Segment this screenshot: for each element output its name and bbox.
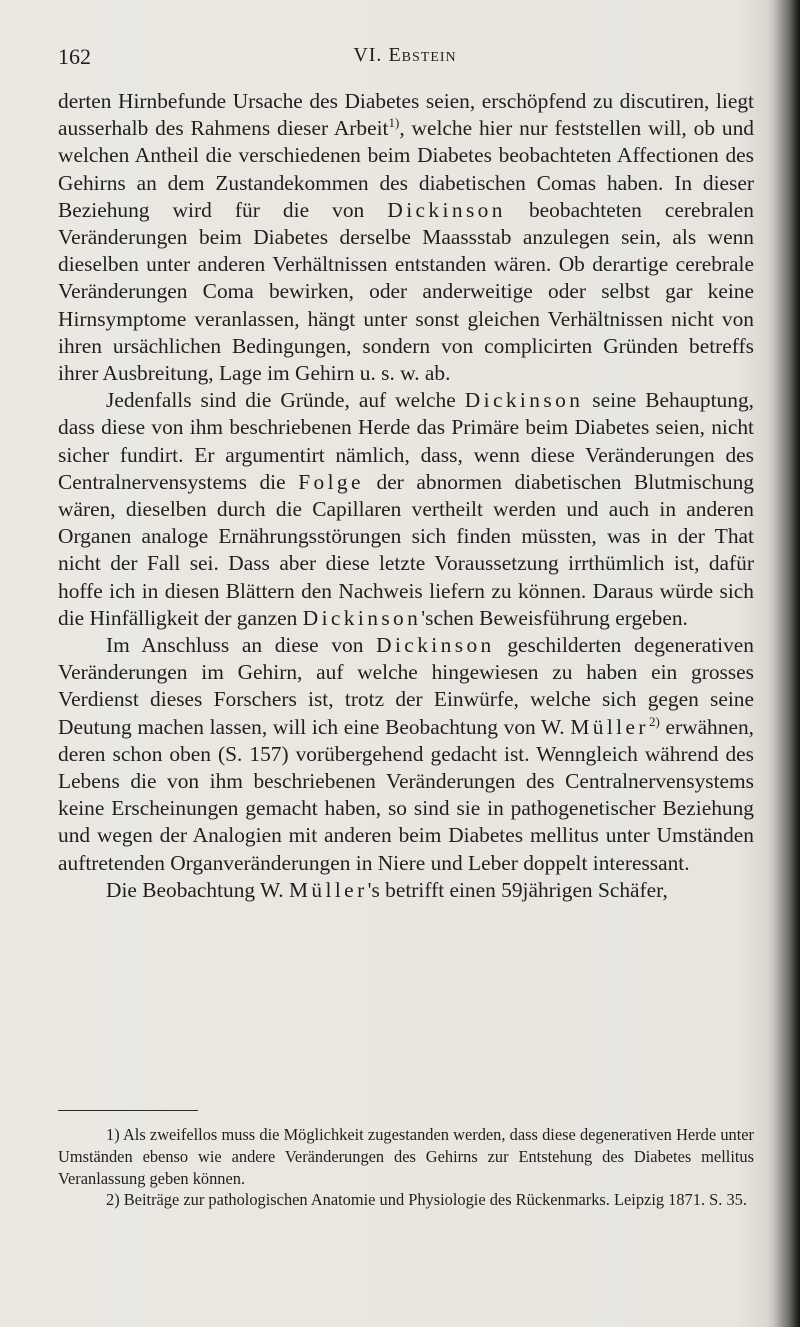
paragraph-4: Die Beobachtung W. Müller's betrifft einen 59jährigen Schäfer, — [106, 877, 668, 902]
spaced-name: Dickinson — [387, 197, 506, 222]
running-head — [58, 44, 752, 67]
page-header — [58, 44, 752, 74]
spaced-name: Dickinson — [464, 388, 584, 413]
body-text — [58, 88, 754, 904]
footnote-ref-2[interactable]: 2) — [648, 713, 660, 729]
spaced-name: Dickinson — [376, 633, 495, 658]
paragraph-1: derten Hirnbefunde Ursache des Diabetes seien, erschöpfend zu discutiren, liegt ausserhalb des Rahmens dieser Arbeit$^{1)}$, welche hier nur feststellen will, ob und welchen Antheil die verschiedenen beim Diabetes beobachteten Affectionen des Gehirns an dem Zustandekommen des diabetischen Comas haben. In dieser Beziehung wird für die von Dickinson beobachteten cerebralen Veränderungen beim Diabetes derselbe Maassstab anzulegen sein, als wenn dieselben unter anderen Verhältnissen entstanden wären. Ob derartige cerebrale Veränderungen Coma bewirken, oder anderweitige oder selbst gar keine Hirnsymptome veranlassen, hängt unter sonst gleichen Verhältnissen nicht von ihren ursächlichen Bedingungen, sondern von complicirten Gründen betreffs ihrer Ausbreitung, Lage im Gehirn u. s. w. ab. — [58, 89, 754, 386]
spaced-name: Dickinson — [302, 605, 422, 630]
footnotes — [58, 1124, 754, 1211]
spaced-name: Müller — [288, 877, 368, 902]
footnote-2: 2) Beiträge zur pathologischen Anatomie und Physiologie des Rückenmarks. Leipzig 1871. S. 35. — [106, 1190, 747, 1210]
footnote-ref-1[interactable]: 1) — [388, 115, 400, 131]
footnote-1: 1) Als zweifellos muss die Möglichkeit zugestanden werden, dass diese degenerativen Herde unter Umständen ebenso wie andere Veränderungen des Gehirns zur Entstehung des Diabetes mellitus Veranlassung geben können. — [58, 1125, 754, 1188]
spaced-emphasis: Folge — [298, 469, 364, 494]
spaced-name: Müller — [570, 714, 649, 739]
book-spine-shadow — [774, 0, 800, 1327]
author-name: Ebstein — [388, 44, 457, 66]
page-number: 162 — [58, 44, 91, 69]
chapter-numeral: VI. — [353, 44, 383, 66]
paragraph-2: Jedenfalls sind die Gründe, auf welche Dickinson seine Behauptung, dass diese von ihm beschriebenen Herde das Primäre beim Diabetes seien, nicht sicher fundirt. Er argumentirt nämlich, dass, wenn diese Veränderungen des Centralnervensystems die Folge der abnormen diabetischen Blutmischung wären, dieselben durch die Capillaren vertheilt werden und auch in anderen Organen analoge Ernährungsstörungen sich finden müssten, was in der That nicht der Fall sei. Dass aber diese letzte Voraussetzung irrthümlich ist, dafür hoffe ich in diesen Blättern den Nachweis liefern zu können. Daraus würde sich die Hinfälligkeit der ganzen Dickinson'schen Beweisführung ergeben. — [58, 388, 754, 630]
paragraph-3: Im Anschluss an diese von Dickinson geschilderten degenerativen Veränderungen im Gehirn, auf welche hingewiesen zu haben ein grosses Verdienst dieses Forschers ist, trotz der Einwürfe, welche sich gegen seine Deutung machen lassen, will ich eine Beobachtung von W. Müller$^{2)}$ erwähnen, deren schon oben (S. 157) vorübergehend gedacht ist. Wenngleich während des Lebens die von ihm beschriebenen Veränderungen des Centralnervensystems keine Erscheinungen gemacht haben, so sind sie in pathogenetischer Beziehung und wegen der Analogien mit anderen beim Diabetes mellitus unter Umständen auftretenden Organveränderungen in Niere und Leber doppelt interessant. — [58, 633, 754, 875]
footnote-separator — [58, 1110, 198, 1111]
